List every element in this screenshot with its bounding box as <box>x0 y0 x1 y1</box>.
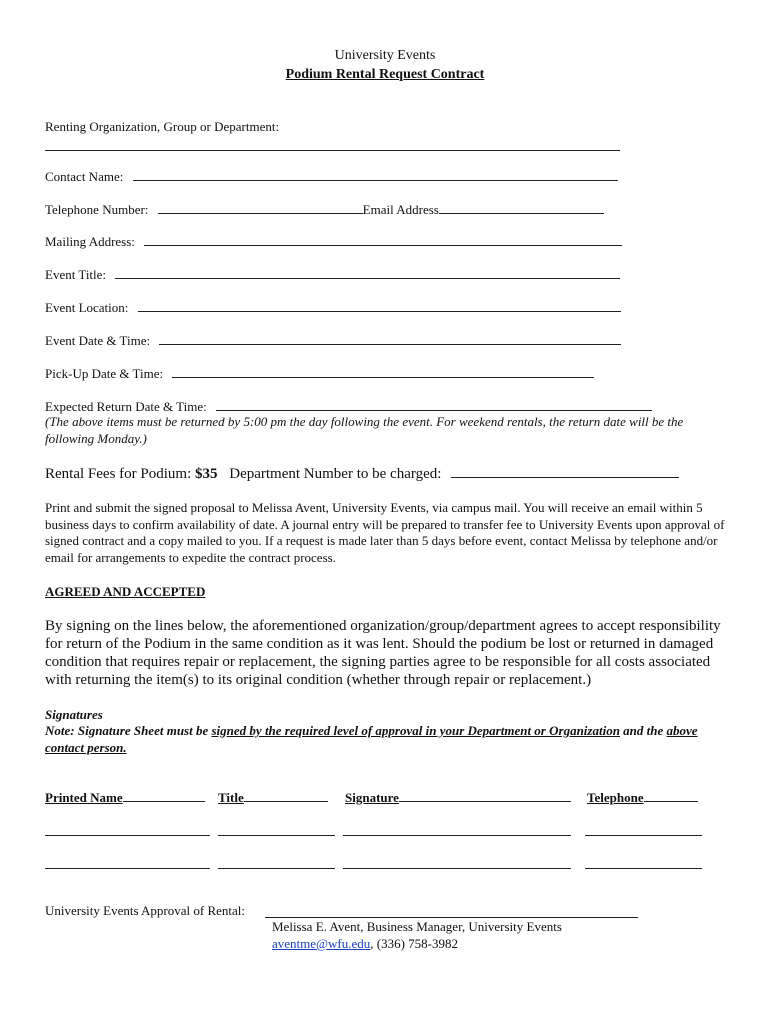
mailing-address-field[interactable] <box>144 233 622 246</box>
email-field[interactable] <box>439 201 604 214</box>
rental-fee-amount: $35 <box>195 466 218 482</box>
return-datetime-field[interactable] <box>216 398 652 411</box>
event-location-field[interactable] <box>138 299 621 312</box>
agreed-body: By signing on the lines below, the aforementioned organization/group/department agrees to accept responsibility for return of the Podium in the same condition as it was lent. Should the podium be lost or returned in damaged condition that requires repair or replacement, the signing parties agree to be responsible for all costs associated with returning the item(s) to its original condition (whether through repair or replacement.) <box>45 618 721 688</box>
event-location-label: Event Location: <box>45 300 129 315</box>
agreed-heading: AGREED AND ACCEPTED <box>45 584 206 599</box>
rental-fee-label: Rental Fees for Podium: <box>45 466 192 482</box>
col-signature: Signature <box>345 789 571 806</box>
event-title-field[interactable] <box>115 266 620 279</box>
event-title-label: Event Title: <box>45 267 107 282</box>
email-label: Email Address <box>362 202 439 217</box>
approval-signature-field[interactable] <box>265 916 638 918</box>
event-datetime-field[interactable] <box>159 332 621 345</box>
col-printed-name: Printed Name <box>45 789 205 806</box>
signatures-heading: Signatures <box>45 707 103 722</box>
sig-row2-telephone[interactable] <box>585 867 702 869</box>
return-note: (The above items must be returned by 5:00 pm the day following the event. For weekend rentals, the return date will be the following Monday.) <box>45 414 684 446</box>
sig-row1-signature[interactable] <box>343 834 571 836</box>
pickup-datetime-label: Pick-Up Date & Time: <box>45 366 164 381</box>
approver-email-link[interactable]: aventme@wfu.edu <box>272 936 371 951</box>
sig-row1-telephone[interactable] <box>585 834 702 836</box>
sig-row2-signature[interactable] <box>343 867 571 869</box>
sig-row2-title[interactable] <box>218 867 335 869</box>
sig-row1-title[interactable] <box>218 834 335 836</box>
contact-name-label: Contact Name: <box>45 169 124 184</box>
note-prefix: Note: Signature Sheet must be <box>45 723 212 738</box>
signatures-note <box>45 723 725 756</box>
note-underlined: signed by the required level of approval in your Department or Organization <box>211 723 620 738</box>
col-title: Title <box>218 789 328 806</box>
return-datetime-label: Expected Return Date & Time: <box>45 399 207 414</box>
approval-label: University Events Approval of Rental: <box>45 903 246 918</box>
instructions-paragraph: Print and submit the signed proposal to Melissa Avent, University Events, via campus mail. You will receive an email within 5 business days to confirm availability of date. A journal entry will be prepared to transfer fee to University Events upon approval of signed contract and a copy mailed to you. If a request is made later than 5 days before event, contact Melissa by telephone and/or email for arrangements to expedite the contract process. <box>45 500 725 565</box>
page-title: Podium Rental Request Contract <box>285 67 485 82</box>
approver-contact <box>272 936 458 952</box>
org-name: University Events <box>334 48 436 63</box>
telephone-field[interactable] <box>158 201 363 214</box>
note-end: above contact person. <box>45 723 698 755</box>
sig-row1-printed-name[interactable] <box>45 834 210 836</box>
sig-row2-printed-name[interactable] <box>45 867 210 869</box>
telephone-label: Telephone Number: <box>45 202 149 217</box>
col-telephone: Telephone <box>587 789 698 806</box>
renting-org-field[interactable] <box>45 149 620 151</box>
pickup-datetime-field[interactable] <box>172 365 594 378</box>
renting-org-label: Renting Organization, Group or Department: <box>45 119 280 134</box>
approver-name: Melissa E. Avent, Business Manager, University Events <box>272 919 562 934</box>
department-number-field[interactable] <box>451 465 679 478</box>
event-datetime-label: Event Date & Time: <box>45 333 151 348</box>
department-number-label: Department Number to be charged: <box>229 466 442 482</box>
contact-name-field[interactable] <box>133 168 618 181</box>
mailing-address-label: Mailing Address: <box>45 234 135 249</box>
note-mid: and the <box>619 723 667 738</box>
approver-phone: , (336) 758-3982 <box>370 936 458 951</box>
